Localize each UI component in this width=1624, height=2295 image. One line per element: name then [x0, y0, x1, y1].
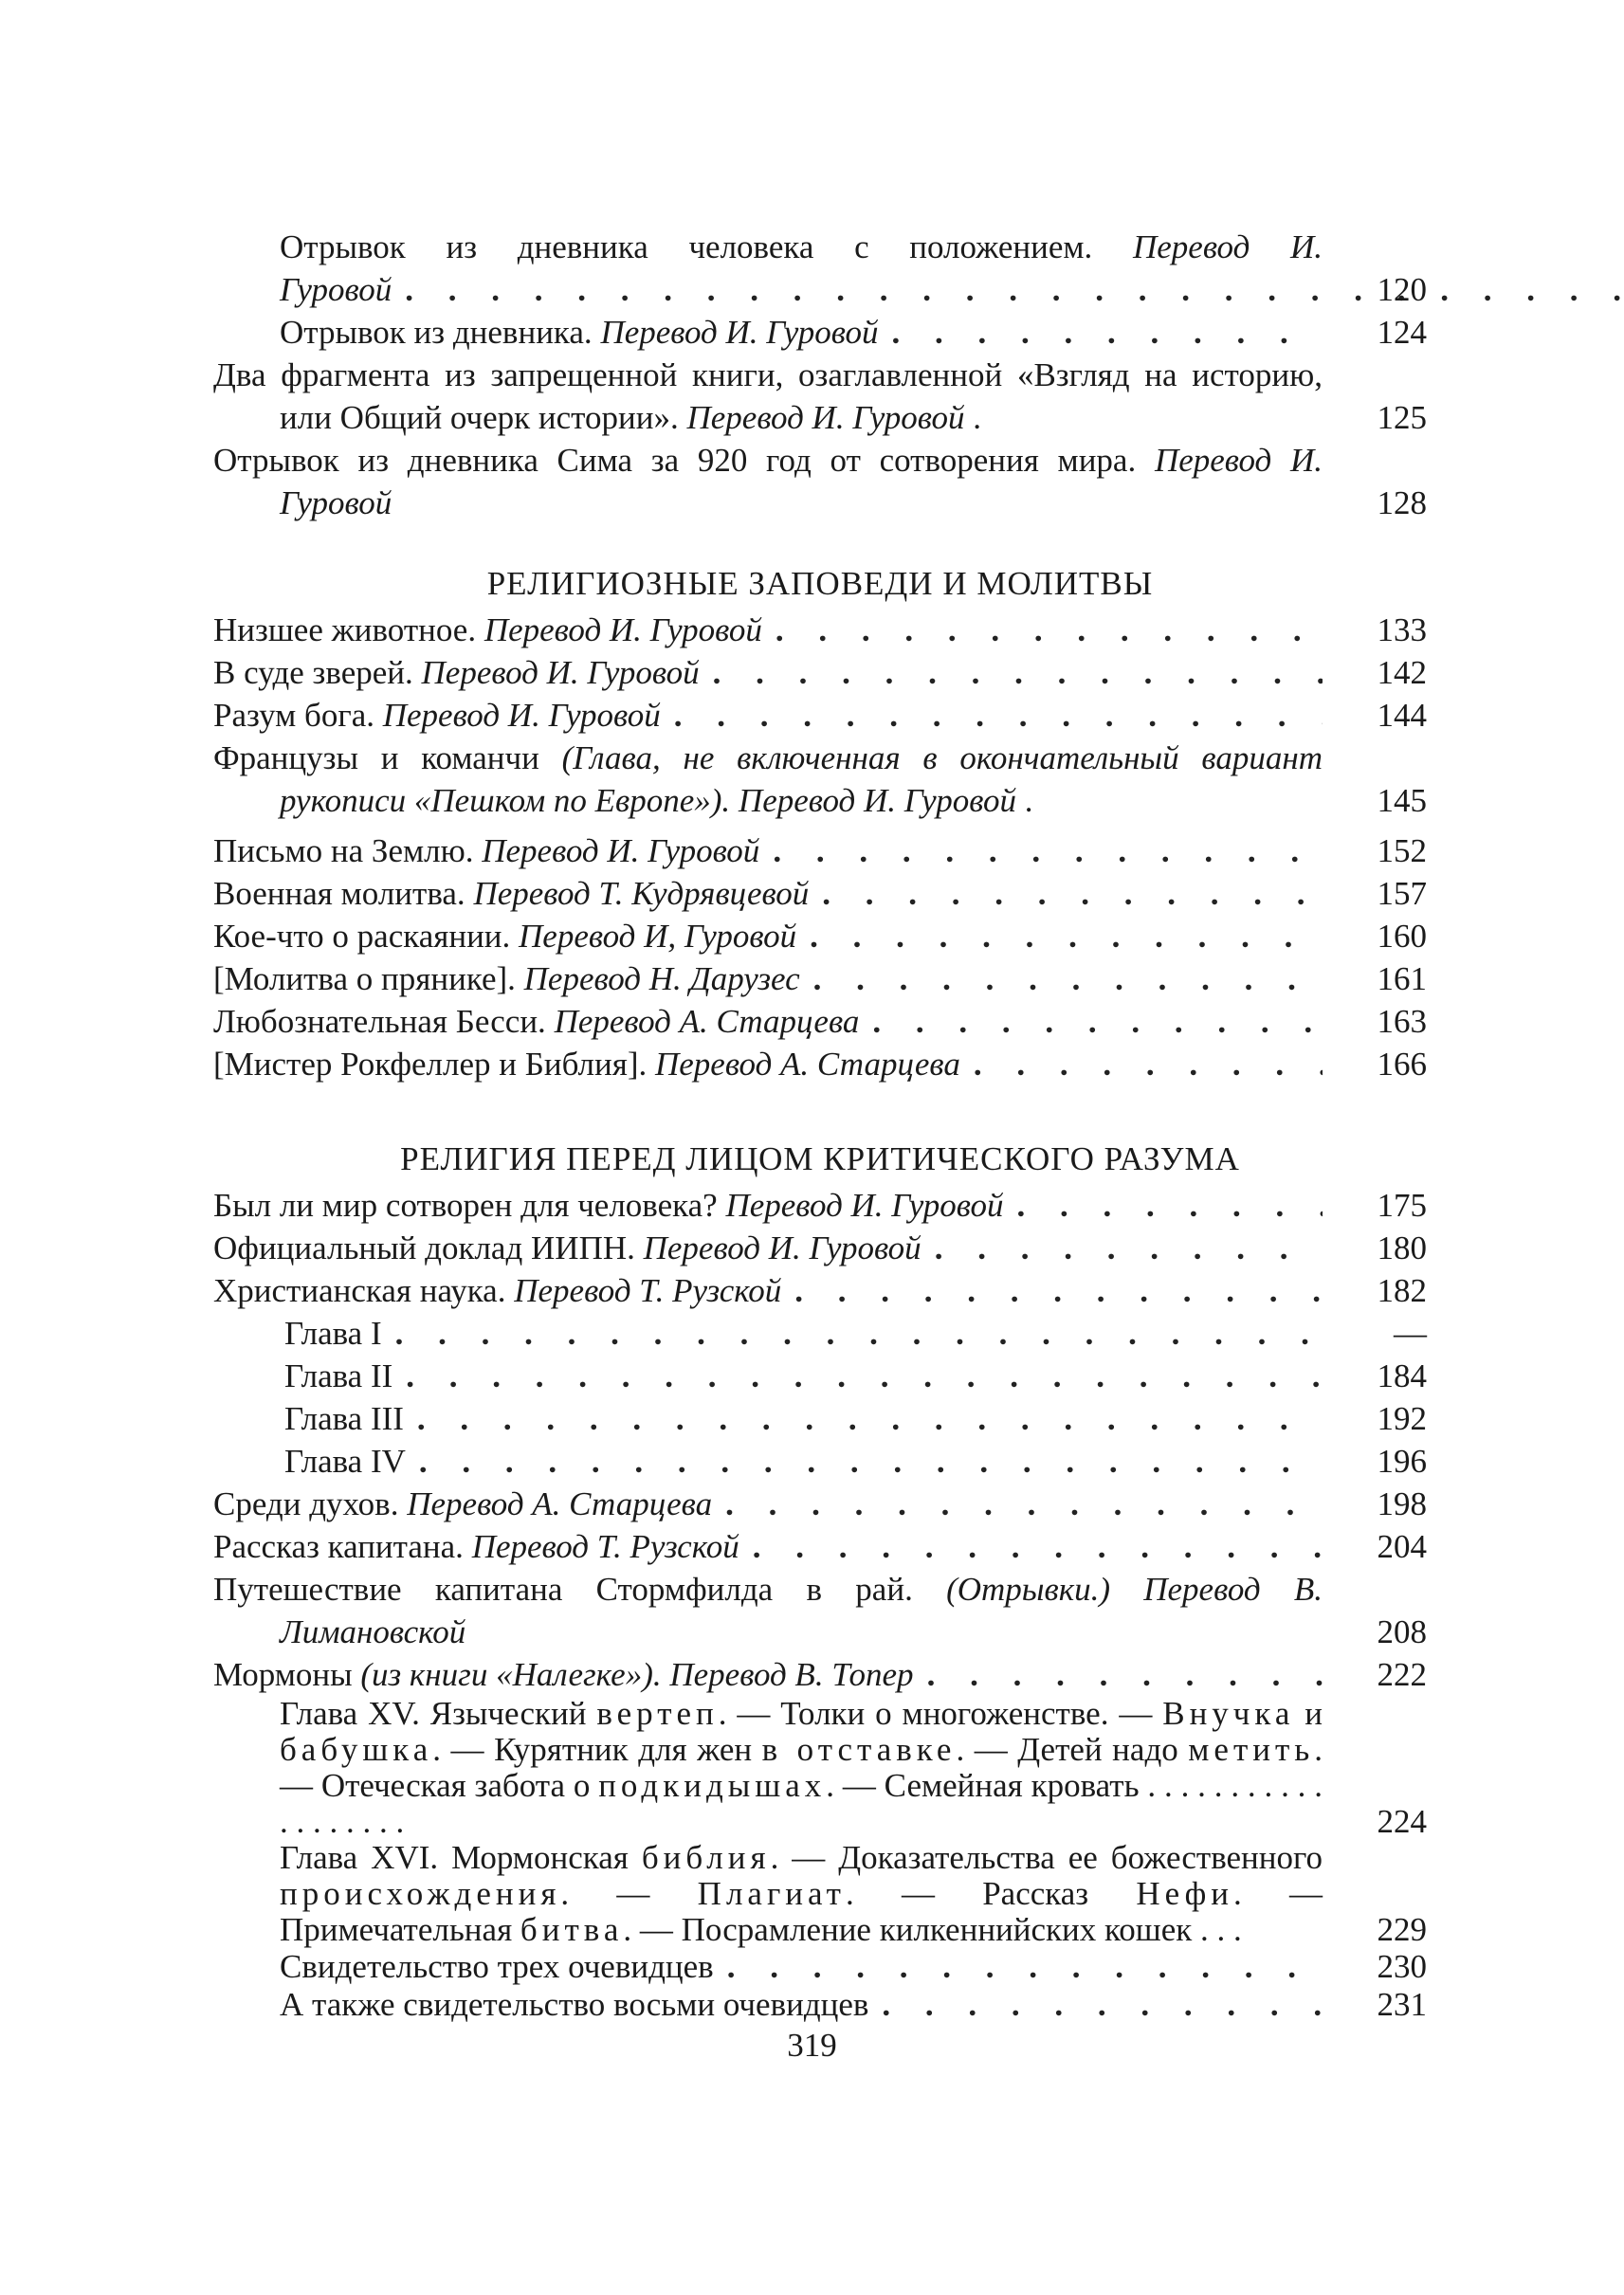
- section-heading: РЕЛИГИЯ ПЕРЕД ЛИЦОМ КРИТИЧЕСКОГО РАЗУМА: [400, 1140, 1240, 1177]
- page-number: 182: [1377, 1272, 1427, 1309]
- section-religious-commandments: [213, 609, 1427, 1085]
- page-number: 175: [1377, 1187, 1427, 1224]
- page-number: —: [1394, 1315, 1427, 1352]
- table-of-contents: [213, 226, 1427, 2024]
- toc-entry: Христианская наука. Перевод Т. Рузской . . . 182: [213, 1269, 1427, 1312]
- toc-entry: Военная молитва. Перевод Т. Кудрявцевой . . . 157: [213, 872, 1427, 915]
- page-number: 161: [1377, 960, 1427, 997]
- toc-chapter: Глава I . . . —: [213, 1312, 1427, 1355]
- toc-entry: Отрывок из дневника. Перевод И. Гуровой . . . 124: [213, 311, 1427, 354]
- page-number: 160: [1377, 918, 1427, 955]
- page-number: 192: [1377, 1400, 1427, 1437]
- toc-entry: Любознательная Бесси. Перевод А. Старцева . . . 163: [213, 1000, 1427, 1043]
- toc-entry: Отрывок из дневника человека с положением. Перевод И. Гуровой. . . 120: [213, 226, 1427, 311]
- toc-subentry: А также свидетельство восьми очевидцев . . . 231: [213, 1986, 1427, 2024]
- page-number: 184: [1377, 1357, 1427, 1394]
- toc-entry: Письмо на Землю. Перевод И. Гуровой . . . 152: [213, 829, 1427, 872]
- page-number: 204: [1377, 1528, 1427, 1565]
- section-heading: РЕЛИГИОЗНЫЕ ЗАПОВЕДИ И МОЛИТВЫ: [486, 565, 1154, 602]
- page-number: 166: [1377, 1046, 1427, 1083]
- page-number: 144: [1377, 697, 1427, 734]
- toc-entry: Среди духов. Перевод А. Старцева . . . 198: [213, 1483, 1427, 1525]
- toc-subentry: Глава XV. Языческий вертеп. — Толки о многоженстве. — Внучка и бабушка. — Курятник для жен в отставке. — Детей надо метить. — Отеческая забота о подкидышах. — Семейная кровать . . . . . . . . . . . . . . . . . . . 224: [280, 1695, 1427, 1840]
- page-number: 157: [1377, 875, 1427, 912]
- toc-entry: [Мистер Рокфеллер и Библия]. Перевод А. Старцева . . . 166: [213, 1043, 1427, 1085]
- page-number: 208: [1377, 1613, 1427, 1650]
- page-number: 142: [1377, 654, 1427, 691]
- page-footer-number: 319: [787, 2027, 837, 2064]
- page-number: 125: [1377, 399, 1427, 436]
- toc-entry: Французы и команчи (Глава, не включенная в окончательный вариант рукописи «Пешком по Европе»). Перевод И. Гуровой . 145: [213, 737, 1427, 822]
- toc-entry: Кое-что о раскаянии. Перевод И, Гуровой . . . 160: [213, 915, 1427, 957]
- toc-chapter: Глава IV . . . 196: [213, 1440, 1427, 1483]
- section-religion-critical-reason: [213, 1184, 1427, 2024]
- toc-entry: Был ли мир сотворен для человека? Перевод И. Гуровой . . . 175: [213, 1184, 1427, 1227]
- page-number: 224: [1377, 1803, 1427, 1840]
- toc-entry: Два фрагмента из запрещенной книги, озаглавленной «Взгляд на историю, или Общий очерк истории». Перевод И. Гуровой . 125: [213, 354, 1427, 439]
- toc-entry: Мормоны (из книги «Налегке»). Перевод В. Топер . . . 222: [213, 1653, 1427, 1696]
- page-number: 180: [1377, 1229, 1427, 1266]
- toc-entry: [Молитва о прянике]. Перевод Н. Дарузес . . . 161: [213, 957, 1427, 1000]
- page-number: 152: [1377, 832, 1427, 869]
- page-number: 120: [1377, 271, 1427, 308]
- toc-entry: Рассказ капитана. Перевод Т. Рузской . . . 204: [213, 1525, 1427, 1568]
- toc-entry: Отрывок из дневника Сима за 920 год от сотворения мира. Перевод И. Гуровой 128: [213, 439, 1427, 524]
- toc-entry: Официальный доклад ИИПН. Перевод И. Гуровой . . . 180: [213, 1227, 1427, 1269]
- page-number: 222: [1377, 1656, 1427, 1693]
- toc-entry: Низшее животное. Перевод И. Гуровой . . . 133: [213, 609, 1427, 651]
- page-number: 196: [1377, 1443, 1427, 1480]
- page-number: 163: [1377, 1003, 1427, 1040]
- page-number: 230: [1377, 1948, 1427, 1985]
- toc-subentry: Свидетельство трех очевидцев . . . 230: [213, 1948, 1427, 1986]
- page-number: 133: [1377, 611, 1427, 648]
- page-number: 145: [1377, 782, 1427, 819]
- toc-entry: Разум бога. Перевод И. Гуровой . . . 144: [213, 694, 1427, 737]
- page-number: 198: [1377, 1485, 1427, 1522]
- page-number: 124: [1377, 314, 1427, 351]
- toc-chapter: Глава II . . . 184: [213, 1355, 1427, 1397]
- toc-entry: В суде зверей. Перевод И. Гуровой . . . 142: [213, 651, 1427, 694]
- page-number: 229: [1377, 1911, 1427, 1948]
- toc-entry: Путешествие капитана Стормфилда в рай. (Отрывки.) Перевод В. Лимановской 208: [213, 1568, 1427, 1653]
- toc-chapter: Глава III . . . 192: [213, 1397, 1427, 1440]
- page-number: 231: [1377, 1986, 1427, 2023]
- page-number: 128: [1377, 484, 1427, 521]
- toc-subentry: Глава XVI. Мормонская библия. — Доказательства ее божественного происхождения. — Плагиат. — Рассказ Нефи. — Примечательная битва. — Посрамление килкеннийских кошек . . . 229: [280, 1839, 1427, 1948]
